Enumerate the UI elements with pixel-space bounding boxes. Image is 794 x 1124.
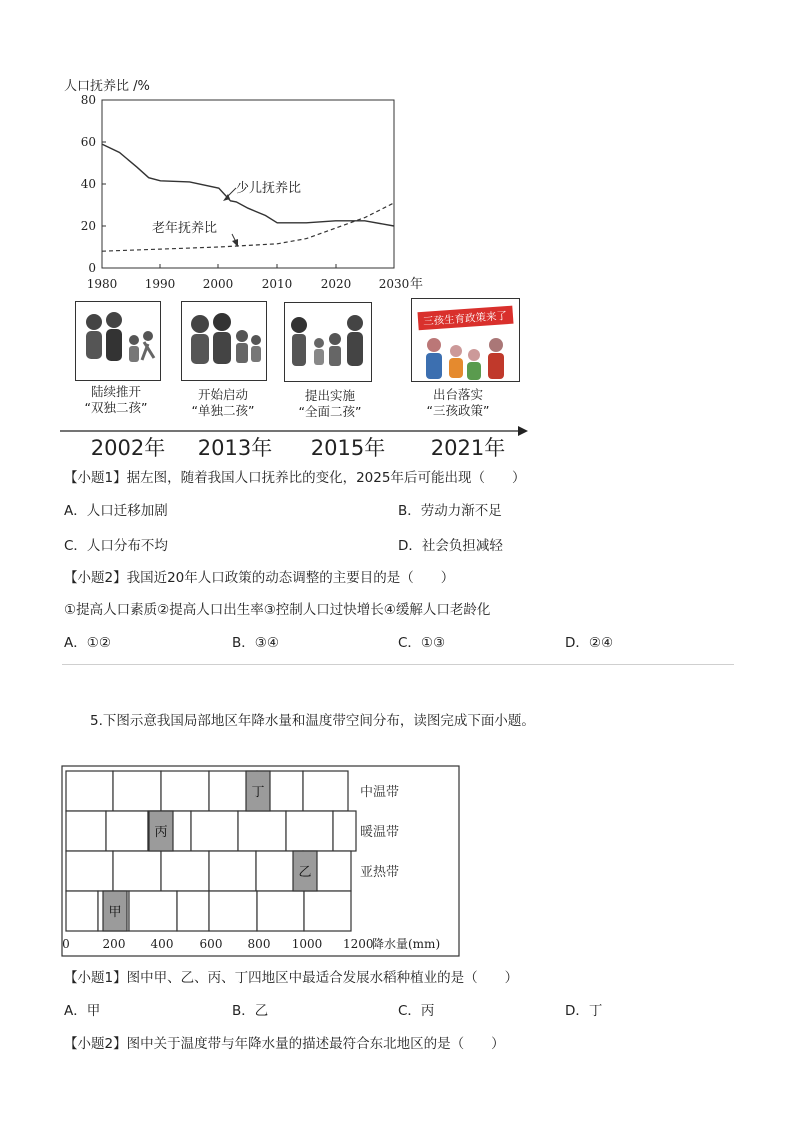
dependency-ratio-chart <box>60 70 440 300</box>
q4-sub2-option-c[interactable]: C．①③ <box>398 635 446 651</box>
y-tick-label: 80 <box>80 93 96 107</box>
q4-sub2-option-b[interactable]: B．③④ <box>232 635 279 651</box>
policy-image-panel <box>181 301 267 381</box>
place-ding-label: 丁 <box>251 785 265 800</box>
x-unit-label: 年 <box>410 277 424 292</box>
x-tick-label: 200 <box>102 937 126 951</box>
three-child-policy-illustration <box>412 299 519 381</box>
policy-caption <box>408 387 508 419</box>
x-tick-label: 800 <box>247 937 271 951</box>
elder-dependency-line <box>102 203 394 251</box>
zone-label: 暖温带 <box>360 825 400 840</box>
elder-series-label: 老年抚养比 <box>152 221 218 236</box>
q4-sub1-stem: 【小题1】据左图，随着我国人口抚养比的变化，2025年后可能出现（ ） <box>64 470 526 486</box>
y-tick-label: 20 <box>80 219 96 233</box>
q5-intro: 5.下图示意我国局部地区年降水量和温度带空间分布，读图完成下面小题。 <box>90 713 535 729</box>
x-tick-label: 2030 <box>378 277 410 291</box>
zone-label: 中温带 <box>360 785 400 800</box>
q4-sub2-option-a[interactable]: A．①② <box>64 635 111 651</box>
place-jia-label: 甲 <box>108 905 122 920</box>
caption-line: 开始启动 <box>197 387 248 402</box>
family-illustration <box>182 302 266 380</box>
q5-sub2-stem: 【小题2】图中关于温度带与年降水量的描述最符合东北地区的是（ ） <box>64 1036 505 1052</box>
x-tick-label: 600 <box>199 937 223 951</box>
x-tick-label: 2000 <box>202 277 234 291</box>
timeline-year: 2002年 <box>90 436 166 460</box>
section-divider <box>62 664 734 665</box>
x-tick-label: 1200 <box>343 937 374 951</box>
zone-label: 亚热带 <box>360 865 400 880</box>
caption-line: “双独二孩” <box>84 400 148 415</box>
q4-sub1-option-c[interactable]: C．人口分布不均 <box>64 538 168 554</box>
q4-sub1-option-a[interactable]: A．人口迁移加剧 <box>64 503 168 519</box>
q4-sub2-items: ①提高人口素质②提高人口出生率③控制人口过快增长④缓解人口老龄化 <box>64 602 491 618</box>
family-illustration <box>285 303 371 381</box>
y-tick-label: 40 <box>80 177 96 191</box>
grid-row-mid-temperate <box>66 771 348 811</box>
timeline-year: 2021年 <box>430 436 506 460</box>
grid-row-warm-temperate <box>66 811 356 851</box>
caption-line: “单独二孩” <box>191 403 255 418</box>
caption-line: “全面二孩” <box>298 404 362 419</box>
policy-image-panel <box>411 298 520 382</box>
timeline-year: 2013年 <box>197 436 273 460</box>
q5-sub1-option-a[interactable]: A．甲 <box>64 1003 101 1019</box>
y-tick-label: 0 <box>88 261 96 275</box>
caption-line: 出台落实 <box>432 387 483 402</box>
x-tick-label: 1000 <box>291 937 323 951</box>
x-tick-label: 2010 <box>261 277 293 291</box>
policy-image-panel <box>284 302 372 382</box>
timeline-year: 2015年 <box>310 436 386 460</box>
x-tick-label: 1990 <box>144 277 176 291</box>
q5-sub1-option-d[interactable]: D．丁 <box>565 1003 603 1019</box>
family-illustration <box>76 302 160 380</box>
q5-sub1-stem: 【小题1】图中甲、乙、丙、丁四地区中最适合发展水稻种植业的是（ ） <box>64 970 519 986</box>
caption-line: “三孩政策” <box>426 403 490 418</box>
q4-sub1-option-b[interactable]: B．劳动力渐不足 <box>398 503 502 519</box>
q5-sub1-option-c[interactable]: C．丙 <box>398 1003 435 1019</box>
place-yi-label: 乙 <box>298 865 312 880</box>
caption-line: 陆续推开 <box>90 384 141 399</box>
policy-caption <box>280 388 380 420</box>
child-series-label: 少儿抚养比 <box>236 181 302 196</box>
x-tick-label: 0 <box>62 937 70 951</box>
policy-image-panel <box>75 301 161 381</box>
policy-banner-text: 三孩生育政策来了 <box>422 310 508 328</box>
policy-caption <box>173 387 273 419</box>
caption-line: 提出实施 <box>304 388 355 403</box>
q4-sub1-option-d[interactable]: D．社会负担减轻 <box>398 538 503 554</box>
x-tick-label: 400 <box>150 937 174 951</box>
q4-sub2-stem: 【小题2】我国近20年人口政策的动态调整的主要目的是（ ） <box>64 570 455 586</box>
x-tick-label: 1980 <box>86 277 118 291</box>
place-bing-label: 丙 <box>154 825 168 840</box>
q5-sub1-option-b[interactable]: B．乙 <box>232 1003 269 1019</box>
x-axis-label: 降水量(mm) <box>372 937 441 951</box>
x-tick-label: 2020 <box>320 277 352 291</box>
policy-caption <box>66 384 166 416</box>
chart-title: 人口抚养比 /% <box>64 79 150 94</box>
y-tick-label: 60 <box>80 135 96 149</box>
temperature-precipitation-diagram <box>60 765 460 957</box>
q4-sub2-option-d[interactable]: D．②④ <box>565 635 614 651</box>
